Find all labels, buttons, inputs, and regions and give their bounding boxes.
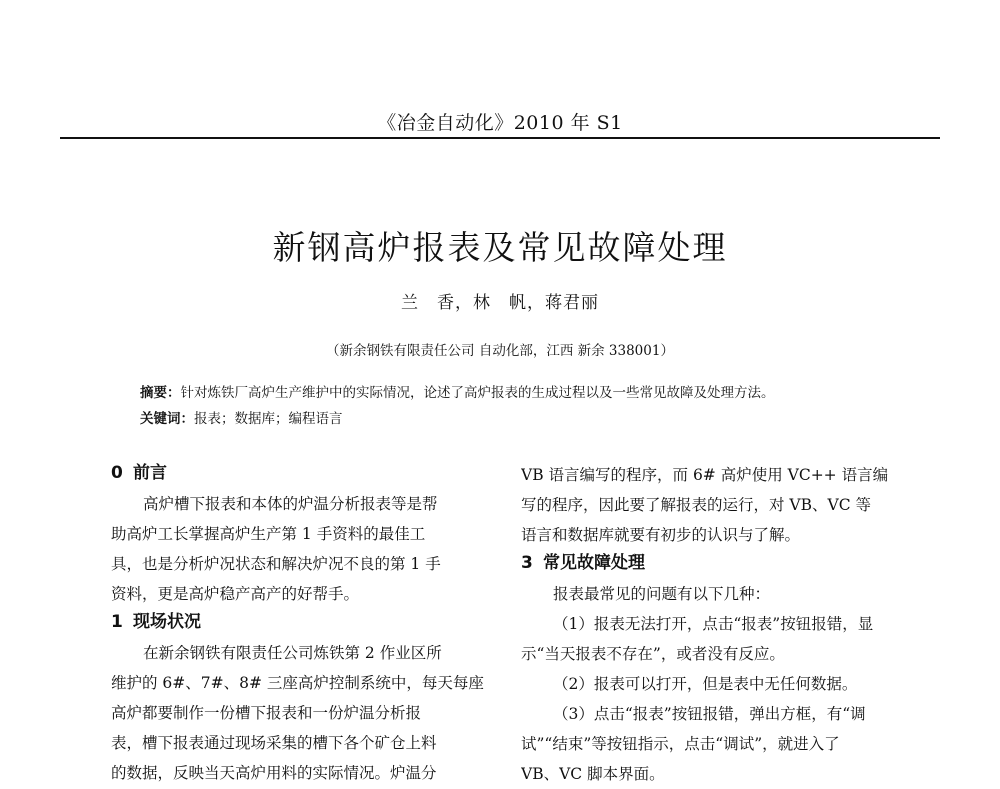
body-line: 维护的 6#、7#、8# 三座高炉控制系统中，每天每座 [111,674,484,692]
body-line: 报表最常见的问题有以下几种： [553,585,771,603]
body-line: 助高炉工长掌握高炉生产第 1 手资料的最佳工 [111,525,426,543]
paper-title: 新钢高炉报表及常见故障处理 [272,228,728,267]
section-heading-0 [111,460,491,486]
body-line: 试”“结束”等按钮指示，点击“调试”，就进入了 [521,735,840,753]
abstract-text: 针对炼铁厂高炉生产维护中的实际情况，论述了高炉报表的生成过程以及一些常见故障及处理方法。 [180,385,775,401]
section-title: 常见故障处理 [543,553,645,573]
section-title: 现场状况 [133,612,201,632]
body-line: VB、VC 脚本界面。 [521,765,665,783]
section-number: 1 [111,612,123,632]
authors: 兰 香，林 帆，蒋君丽 [401,293,599,313]
body-line: VB 语言编写的程序，而 6# 高炉使用 VC++ 语言编 [521,466,889,484]
keywords-label: 关键词： [140,411,194,427]
header-rule [60,137,940,139]
section-title: 前言 [133,463,167,483]
body-line: （2）报表可以打开，但是表中无任何数据。 [553,675,858,693]
body-line: 的数据，反映当天高炉用料的实际情况。炉温分 [111,764,437,782]
abstract [140,381,940,401]
affiliation: （新余钢铁有限责任公司 自动化部，江西 新余 338001） [326,343,674,359]
section-number: 0 [111,463,123,483]
body-line: （1）报表无法打开，点击“报表”按钮报错，显 [553,615,874,633]
body-line: 在新余钢铁有限责任公司炼铁第 2 作业区所 [143,644,442,662]
section-number: 3 [521,553,533,573]
body-line: 具，也是分析炉况状态和解决炉况不良的第 1 手 [111,555,441,573]
body-line: （3）点击“报表”按钮报错，弹出方框，有“调 [553,705,866,723]
keywords [140,407,940,427]
body-line: 示“当天报表不存在”，或者没有反应。 [521,645,785,663]
body-line: 高炉槽下报表和本体的炉温分析报表等是帮 [143,495,438,513]
right-column [521,460,901,789]
keywords-text: 报表；数据库；编程语言 [194,411,343,427]
body-line: 表，槽下报表通过现场采集的槽下各个矿仓上料 [111,734,437,752]
left-column [111,460,491,788]
journal-header: 《冶金自动化》2010 年 S1 [377,112,623,134]
body-line: 资料，更是高炉稳产高产的好帮手。 [111,585,360,603]
body-line: 语言和数据库就要有初步的认识与了解。 [521,526,801,544]
section-heading-1 [111,609,491,635]
body-line: 写的程序，因此要了解报表的运行，对 VB、VC 等 [521,496,871,514]
body-line: 高炉都要制作一份槽下报表和一份炉温分析报 [111,704,422,722]
section-heading-3 [521,550,901,576]
abstract-label: 摘要： [140,385,181,401]
